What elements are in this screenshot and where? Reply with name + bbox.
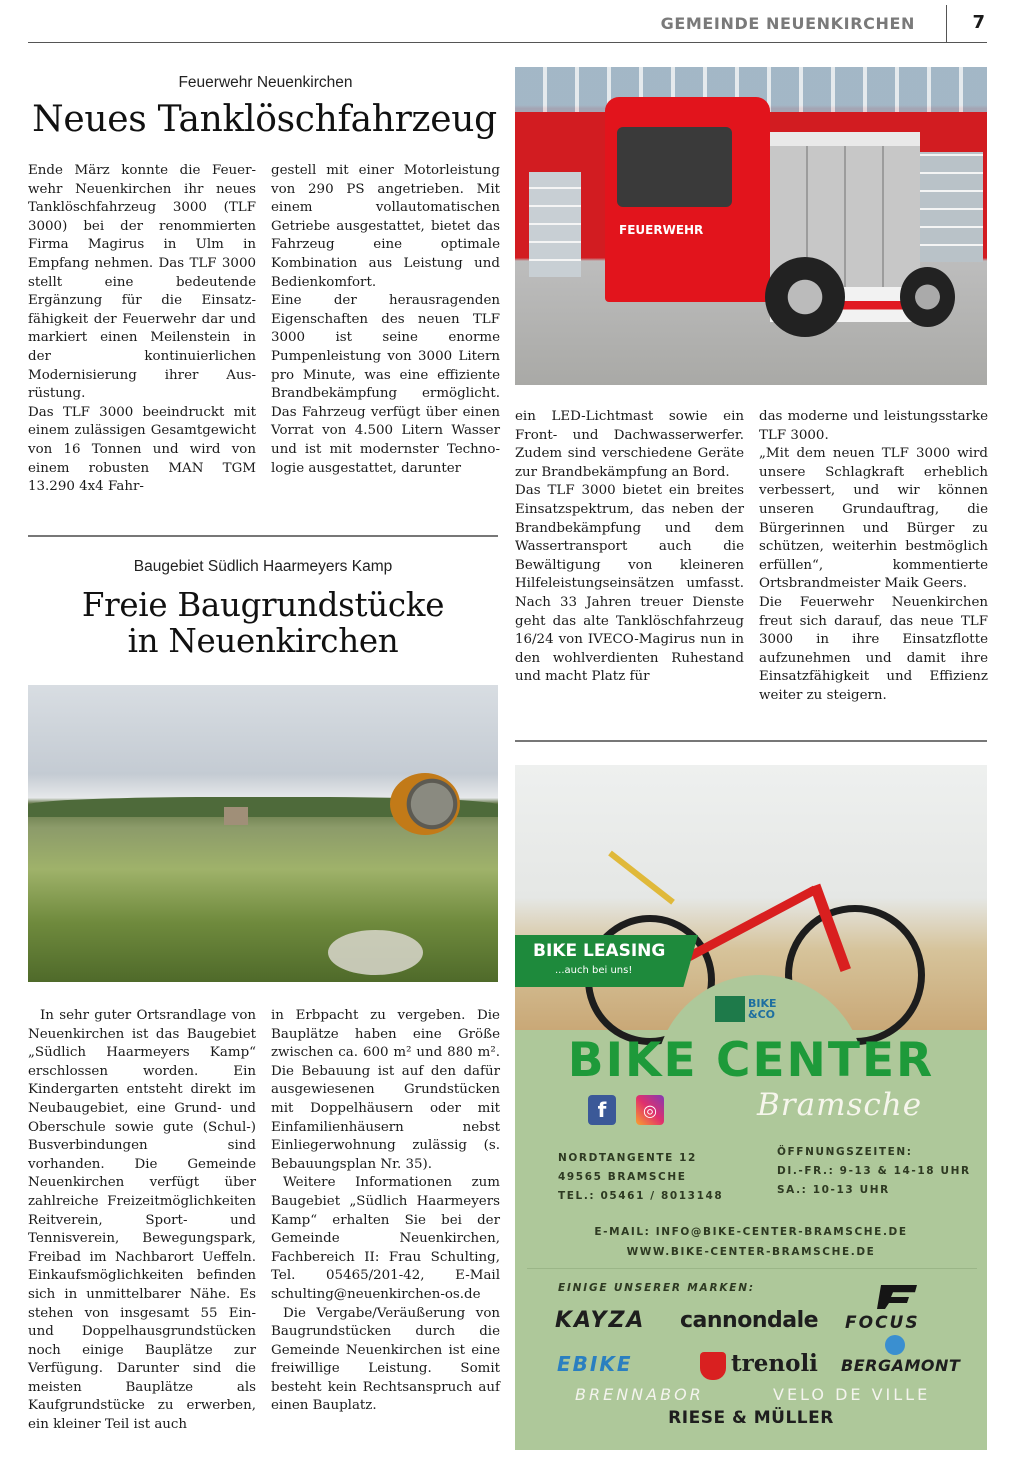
- brand-ebike: EBIKE: [557, 1352, 633, 1376]
- paragraph: Das TLF 3000 beeindruckt mit einem zulässigen Gesamtgewicht von 16 Tonnen und wird von einem robusten MAN TGM 13.290 4x4 Fahr-: [28, 404, 256, 495]
- wheel: [900, 267, 955, 327]
- article2-column-2: [271, 1007, 500, 1416]
- headline-line: Freie Baugrundstücke: [81, 586, 445, 624]
- paragraph: Das TLF 3000 bietet ein breites Einsatzspektrum, das neben der Brandbekämpfung und dem Wassertransport auch die Bewältigung von kleineren Hilfeleistungseinsätzen umfasst. Nach 33 Jahren treuer Dienste geht das alte Tanklöschfahrzeug 16/24 von IVECO-Magirus nun in den wohlverdienten Ruhestand und macht Platz für: [515, 483, 744, 685]
- article2-headline: [22, 587, 504, 660]
- cable-reel: [390, 773, 460, 835]
- ad-title: BIKE CENTER: [567, 1033, 935, 1088]
- focus-logo-icon: [877, 1285, 917, 1309]
- divider: [28, 535, 498, 537]
- email-link[interactable]: E-MAIL: INFO@BIKE-CENTER-BRAMSCHE.DE: [594, 1226, 908, 1238]
- paragraph: In sehr guter Ortsrandlage von Neuenkirchen ist das Baugebiet „Südlich Haarmeyers Kamp“ erschlossen worden. Ein Kindergarten entsteht direkt im Neubaugebiet, eine Grund- und Oberschule sowie gute (Schul-) Busverbindungen sind vorhanden. Die Gemeinde Neuenkirchen verfügt über zahlreiche Freizeitmöglichkeiten Reitverein, Sport- und Tennisverein, Bewegungspark, Freibad im Nachbarort Ueffeln. Einkaufsmöglichkeiten befinden sich in unmittelbarer Nähe. Es stehen von insgesamt 55 Ein- und Doppelhausgrundstücken noch einige Bauplätze zur Verfügung. Darunter sind die meisten Bauplätze als Kaufgrundstücke zu erwerben, ein kleiner Teil ist auch: [28, 1008, 256, 1433]
- building-site-photo: [28, 685, 498, 982]
- article1-headline: Neues Tanklöschfahrzeug: [32, 99, 497, 140]
- fire-truck-photo: [515, 67, 987, 385]
- facebook-icon[interactable]: f: [588, 1095, 616, 1125]
- article1-column-1: [28, 162, 256, 497]
- paragraph: Die Feuerwehr Neuenkirchen freut sich darauf, das neue TLF 3000 in ihre Einsatzflotte aufzunehmen und damit ihre Einsatzfähigkeit und Effizienz weiter zu steigern.: [759, 594, 988, 703]
- brand-bergamont: BERGAMONT: [841, 1356, 961, 1375]
- fire-truck: [605, 97, 925, 327]
- brand-riese-mueller: RIESE & MÜLLER: [668, 1408, 834, 1428]
- brand-cannondale: cannondale: [680, 1308, 819, 1333]
- wheel: [765, 257, 845, 337]
- divider: [527, 1268, 977, 1269]
- article1-column-4: [759, 408, 988, 706]
- bike-logo-icon: [715, 996, 745, 1022]
- section-title: GEMEINDE NEUENKIRCHEN: [660, 14, 915, 33]
- page-number: 7: [972, 12, 985, 33]
- brand-trenoli: trenoli: [731, 1350, 818, 1377]
- brand-kayza: KAYZA: [555, 1308, 646, 1333]
- paragraph: Die Vergabe/Veräußerung von Baugrundstücken durch die Gemeinde Neuenkirchen ist eine freiwillige Leistung. Somit besteht kein Rechtsanspruch auf einen Bauplatz.: [271, 1305, 500, 1414]
- brands-title: EINIGE UNSERER MARKEN:: [558, 1282, 755, 1294]
- header-divider: [946, 5, 948, 43]
- brand-focus: FOCUS: [845, 1313, 920, 1333]
- paragraph: ein LED-Lichtmast sowie ein Front- und Dachwasserwerfer. Zudem sind verschiedene Geräte zur Brandbekämpfung an Bord.: [515, 409, 744, 480]
- instagram-icon[interactable]: ◎: [636, 1095, 664, 1125]
- bergamont-logo-icon: [885, 1335, 905, 1355]
- contact-info: [515, 1222, 987, 1262]
- ad-city: Bramsche: [757, 1087, 923, 1123]
- garage-door: [529, 172, 581, 277]
- paragraph: Ende März konnte die Feuerwehr Neuenkirchen ihr neues Tanklöschfahrzeug 3000 (TLF 3000) bei der renommierten Firma Magirus in Ulm in Empfang nehmen. Das TLF 3000 stellt eine bedeutende Ergänzung für die Einsatzfähigkeit der Feuerwehr dar und markiert einen Meilenstein in der kontinuierlichen Modernisierung ihrer Ausrüstung.: [28, 163, 256, 402]
- bike-and-co-logo: BIKE &CO: [715, 995, 795, 1023]
- paragraph: Weitere Informationen zum Baugebiet „Südlich Haarmeyers Kamp“ erhalten Sie bei der Gemeinde Neuenkirchen, Fachbereich II: Frau Schulting, Tel. 05465/201-42, E-Mail schulting@neuenkirchen-os.de: [271, 1175, 500, 1302]
- truck-label: FEUERWEHR: [619, 223, 704, 237]
- paragraph: in Erbpacht zu vergeben. Die Bauplätze haben eine Größe zwischen ca. 600 m² und 880 m². Die Bebauung ist auf den dafür ausgewiesenen Grundstücken mit Doppelhäusern oder mit Einfamilienhäusern nebst Einliegerwohnung zulässig (s. Bebauungsplan Nr. 35).: [271, 1008, 500, 1172]
- leasing-subtitle: ...auch bei uns!: [555, 965, 633, 976]
- bike-center-ad: [515, 765, 987, 1450]
- paragraph: gestell mit einer Motorleistung von 290 PS angetrieben. Mit einem vollautomatischen Getriebe ausgestattet, bietet das Fahrzeug eine optimale Kombination aus Leistung und Bedienkomfort.: [271, 163, 500, 290]
- article1-kicker: Feuerwehr Neuenkirchen: [178, 74, 353, 91]
- opening-hours: ÖFFNUNGSZEITEN: DI.-FR.: 9-13 & 14-18 UHR SA.: 10-13 UHR: [777, 1146, 971, 1196]
- shop-address: NORDTANGENTE 12 49565 BRAMSCHE TEL.: 05461 / 8013148: [558, 1152, 724, 1202]
- page-header: [28, 0, 987, 43]
- brand-velo-de-ville: VELO DE VILLE: [773, 1385, 931, 1404]
- article2-column-1: [28, 1007, 256, 1435]
- article1-column-2: [271, 162, 500, 478]
- article2-kicker: Baugebiet Südlich Haarmeyers Kamp: [133, 558, 393, 575]
- trenoli-logo-icon: [700, 1352, 726, 1380]
- paragraph: Eine der herausragenden Eigenschaften des neuen TLF 3000 ist seine enorme Pumpenleistung von 3000 Litern pro Minute, was eine effiziente Brandbekämpfung ermöglicht. Das Fahrzeug verfügt über einen Vorrat von 4.500 Litern Wasser und ist mit modernster Technologie ausgestattet, darunter: [271, 293, 500, 476]
- paragraph: „Mit dem neuen TLF 3000 wird unsere Schlagkraft erheblich verbessert, und wir können unseren Grundauftrag, die Bürgerinnen und Bürger zu schützen, weiterhin bestmöglich erfüllen“, kommentierte Ortsbrandmeister Maik Geers.: [759, 446, 988, 592]
- house: [224, 807, 248, 825]
- article1-column-3: [515, 408, 744, 687]
- brand-brennabor: BRENNABOR: [575, 1385, 704, 1404]
- paragraph: das moderne und leistungsstarke TLF 3000.: [759, 409, 988, 443]
- website-link[interactable]: WWW.BIKE-CENTER-BRAMSCHE.DE: [626, 1246, 876, 1258]
- leasing-title: BIKE LEASING: [533, 941, 666, 961]
- headline-line: in Neuenkirchen: [127, 622, 399, 661]
- divider: [515, 740, 987, 742]
